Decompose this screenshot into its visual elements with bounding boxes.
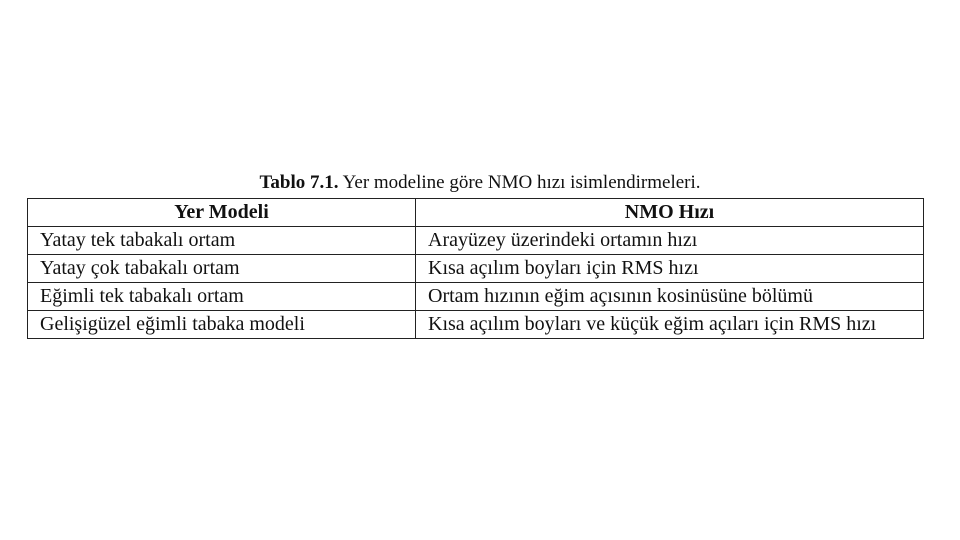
cell-velocity: Ortam hızının eğim açısının kosinüsüne bölümü [416,283,924,311]
header-nmo-hizi: NMO Hızı [416,199,924,227]
table-caption [0,171,960,195]
table-row [28,283,924,311]
table-header-row [28,199,924,227]
cell-velocity: Kısa açılım boyları için RMS hızı [416,255,924,283]
cell-model: Yatay tek tabakalı ortam [28,227,416,255]
cell-model: Eğimli tek tabakalı ortam [28,283,416,311]
cell-velocity: Kısa açılım boyları ve küçük eğim açıları için RMS hızı [416,311,924,339]
cell-velocity: Arayüzey üzerindeki ortamın hızı [416,227,924,255]
header-yer-modeli: Yer Modeli [28,199,416,227]
table-row [28,255,924,283]
table-caption-text: Yer modeline göre NMO hızı isimlendirmeleri. [342,172,701,193]
table-caption-label: Tablo 7.1. [259,172,339,193]
cell-model: Yatay çok tabakalı ortam [28,255,416,283]
table-row [28,227,924,255]
nmo-velocity-table [27,198,924,339]
cell-model: Gelişigüzel eğimli tabaka modeli [28,311,416,339]
table-row [28,311,924,339]
